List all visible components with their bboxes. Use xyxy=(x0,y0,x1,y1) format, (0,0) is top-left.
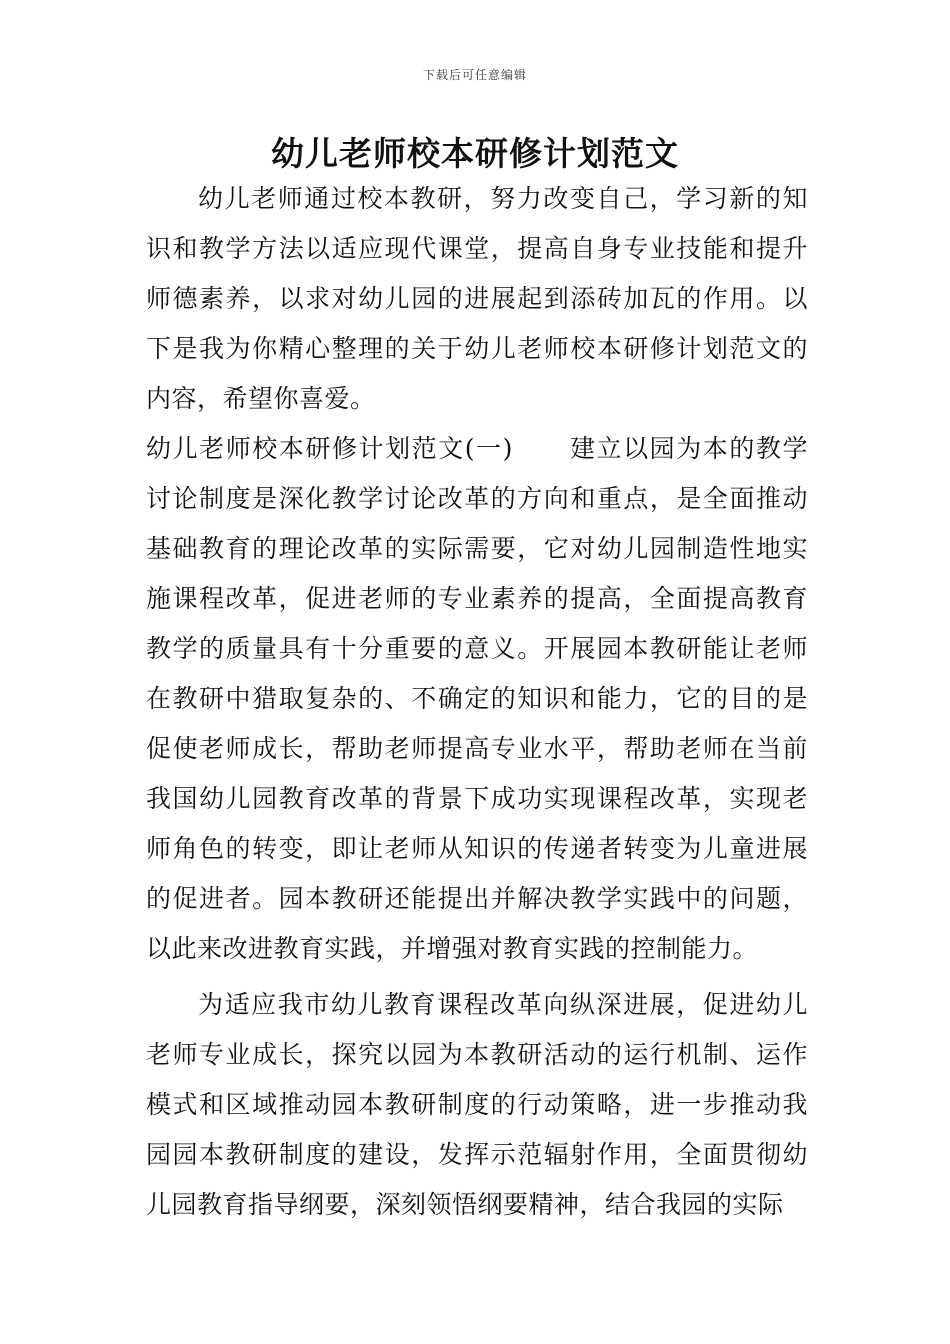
section1-paragraph xyxy=(146,424,808,974)
document-body xyxy=(146,174,808,1230)
document-title: 幼儿老师校本研修计划范文 xyxy=(271,134,679,173)
header-note: 下载后可任意编辑 xyxy=(422,68,527,82)
section1-heading: 幼儿老师校本研修计划范文(一) xyxy=(146,434,513,463)
intro-paragraph: 幼儿老师通过校本教研，努力改变自己，学习新的知识和教学方法以适应现代课堂，提高自身专业技能和提升师德素养，以求对幼儿园的进展起到添砖加瓦的作用。以下是我为你精心整理的关于幼儿老师校本研修计划范文的内容，希望你喜爱。 xyxy=(146,184,808,413)
section1-text: 建立以园为本的教学讨论制度是深化教学讨论改革的方向和重点，是全面推动基础教育的理论改革的实际需要，它对幼儿园制造性地实施课程改革，促进老师的专业素养的提高，全面提高教育教学的质量具有十分重要的意义。开展园本教研能让老师在教研中猎取复杂的、不确定的知识和能力，它的目的是促使老师成长，帮助老师提高专业水平，帮助老师在当前我国幼儿园教育改革的背景下成功实现课程改革，实现老师角色的转变，即让老师从知识的传递者转变为儿童进展的促进者。园本教研还能提出并解决教学实践中的问题，以此来改进教育实践，并增强对教育实践的控制能力。 xyxy=(146,434,808,963)
section1-paragraph-2: 为适应我市幼儿教育课程改革向纵深进展，促进幼儿老师专业成长，探究以园为本教研活动的运行机制、运作模式和区域推动园本教研制度的行动策略，进一步推动我园园本教研制度的建设，发挥示范辐射作用，全面贯彻幼儿园教育指导纲要，深刻领悟纲要精神，结合我园的实际 xyxy=(146,990,808,1219)
